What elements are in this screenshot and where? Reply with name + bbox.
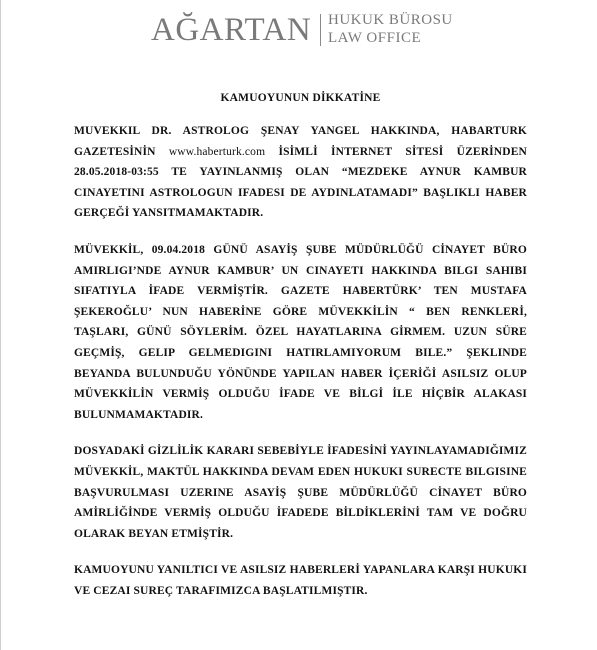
website-link-text: www.haberturk.com [168, 145, 266, 158]
logo-divider [320, 14, 321, 46]
document-title: KAMUOYUNUN DİKKATİNE [220, 92, 381, 104]
firm-subtitle-line2: LAW OFFICE [328, 30, 422, 46]
paragraph-3: DOSYADAKİ GİZLİLİK KARARI SEBEBİYLE İFADESİNİ YAYINLAYAMADIĞIMIZ MÜVEKKİL, MAKTÜL HAKKINDA DEVAM EDEN HUKUKI SURECTE BILGISINE BAŞVURULMASI UZERINE ASAYİŞ ŞUBE MÜDÜRLÜĞÜ CİNAYET BÜRO AMİRLİĞİNDE VERMİŞ OLDUĞU İFADEDE BİLDİKLERİNİ TAM VE DOĞRU OLARAK BEYAN ETMİŞTİR. [74, 445, 527, 540]
firm-logo [151, 10, 311, 50]
paragraph-1-end: İSİMLİ İNTERNET SİTESİ ÜZERİNDEN 28.05.2018-03:55 TE YAYINLANMIŞ OLAN “MEZDEKE AYNUR KAMBUR CINAYETINI ASTROLOGUN IFADESI DE AYDINLATAMADI” BAŞLIKLI HABER GERÇEĞİ YANSITMAMAKTADIR. [74, 145, 527, 220]
statement-body [74, 92, 527, 617]
letterhead [151, 10, 451, 50]
paragraph-4: KAMUOYUNU YANILTICI VE ASILSIZ HABERLERİ YAPANLARA KARŞI HUKUKI VE CEZAI SUREÇ TARAFIMIZCA BAŞLATILMIŞTIR. [74, 564, 527, 597]
paragraph-1-start: MUVEKKIL DR. ASTROLOG ŞENAY YANGEL HAKKINDA, HABARTURK GAZETESİNİN [74, 125, 527, 158]
firm-subtitle-line1: HUKUK BÜROSU [328, 12, 453, 28]
firm-name: AĞARTAN [151, 12, 312, 48]
paragraph-2: MÜVEKKİL, 09.04.2018 GÜNÜ ASAYİŞ ŞUBE MÜDÜRLÜĞÜ CİNAYET BÜRO AMIRLIGI’NDE AYNUR KAMBUR’ UN CINAYETI HAKKINDA BILGI SAHIBI SIFATIYLA İFADE VERMİŞTİR. GAZETE HABERTÜRK’ TEN MUSTAFA ŞEKEROĞLU’ NUN HABERİNE GÖRE MÜVEKKİLİN “ BEN RENKLERİ, TAŞLARI, GÜNÜ SÖYLERİM. ÖZEL HAYATLARINA GİRMEM. UZUN SÜRE GEÇMİŞ, GELIP GELMEDIGINI HATIRLAMIYORUM BILE.” ŞEKLINDE BEYANDA BULUNDUĞU YÖNÜNDE YAPILAN HABER İÇERİĞİ ASILSIZ OLUP MÜVEKKİLİN VERMİŞ OLDUĞU İFADE VE BİLGİ İLE HİÇBİR ALAKASI BULUNMAMAKTADIR. [74, 243, 527, 421]
paragraph-1 [74, 121, 527, 224]
